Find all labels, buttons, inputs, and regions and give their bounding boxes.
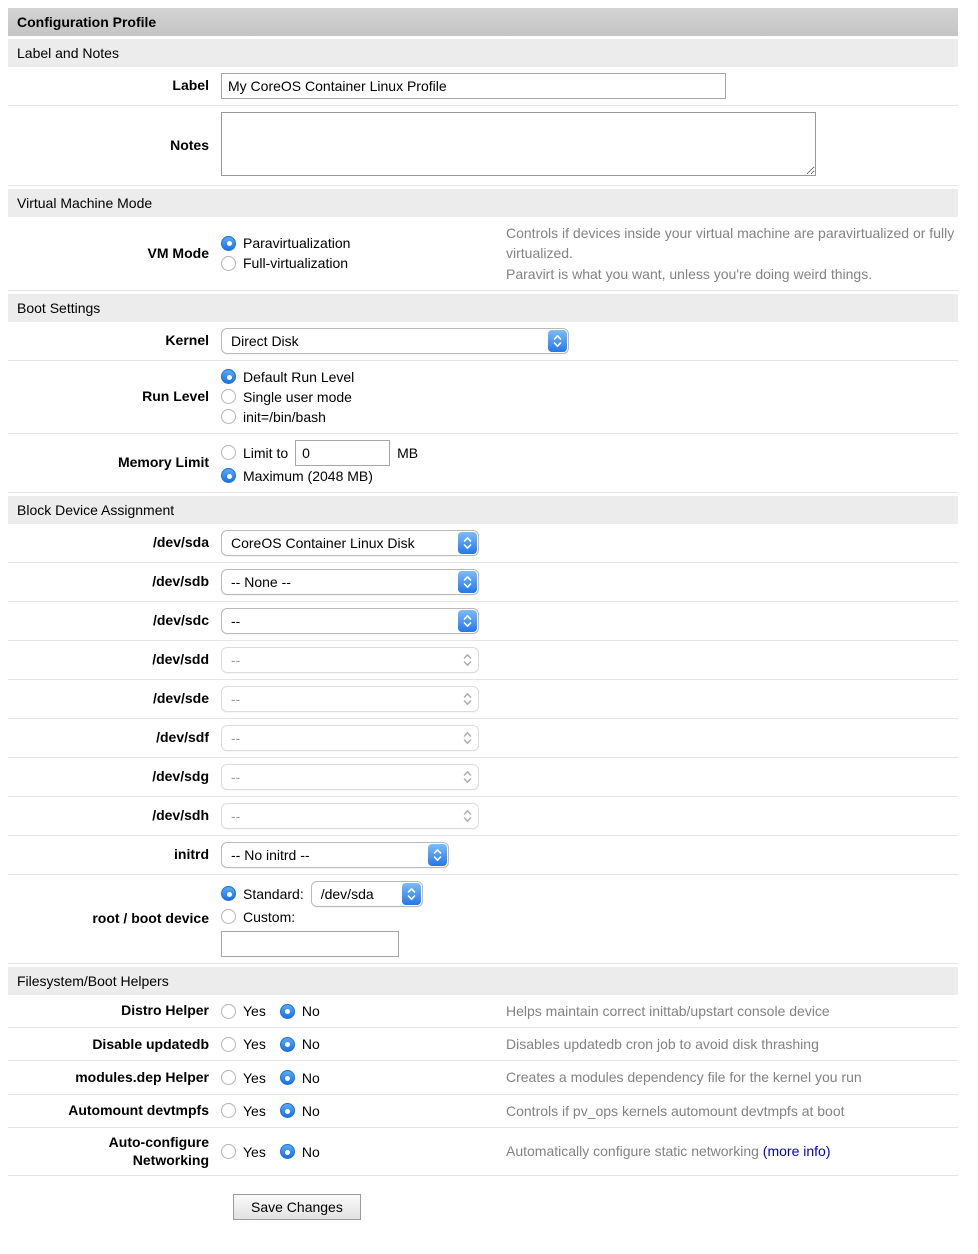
distro-helper-help: Helps maintain correct inittab/upstart console device [506, 1002, 830, 1019]
standard-device-select[interactable] [311, 881, 423, 907]
dev-sdb-row [8, 563, 958, 602]
dev-sdg-select [221, 764, 479, 790]
section-header-helpers: Filesystem/Boot Helpers [8, 967, 958, 995]
select-stepper-icon [458, 610, 477, 632]
notes-row [8, 106, 958, 186]
automount-devtmpfs-no-radio[interactable] [280, 1103, 320, 1119]
radio-unselected-icon [221, 1070, 236, 1085]
dev-sdb-label: /dev/sdb [152, 573, 209, 590]
dev-sdf-label: /dev/sdf [156, 729, 209, 746]
automount-devtmpfs-yes-radio[interactable] [221, 1103, 266, 1119]
dev-sdh-value: -- [231, 807, 241, 824]
radio-standard-boot[interactable] [221, 886, 304, 902]
dev-sdg-row [8, 758, 958, 797]
automount-devtmpfs-help: Controls if pv_ops kernels automount devtmpfs at boot [506, 1102, 845, 1119]
dev-sdb-select[interactable] [221, 569, 479, 595]
initrd-select[interactable] [221, 842, 449, 868]
radio-label: Yes [243, 1102, 266, 1119]
dev-sdh-row [8, 797, 958, 836]
disable-updatedb-yes-radio[interactable] [221, 1036, 266, 1052]
radio-label: Maximum (2048 MB) [243, 467, 373, 484]
radio-selected-icon [280, 1144, 295, 1159]
radio-unselected-icon [221, 909, 236, 924]
dev-sdc-select[interactable] [221, 608, 479, 634]
kernel-label: Kernel [165, 332, 209, 349]
dev-sdf-value: -- [231, 729, 241, 746]
auto-configure-networking-label: Auto-configure Networking [108, 1134, 209, 1168]
select-stepper-icon [458, 805, 477, 827]
vm-mode-help-line-2: Paravirt is what you want, unless you're doing weird things. [506, 265, 873, 282]
dev-sde-label: /dev/sde [152, 690, 209, 707]
dev-sdf-select [221, 725, 479, 751]
label-row [8, 67, 958, 106]
page-title: Configuration Profile [8, 8, 958, 36]
dev-sda-select[interactable] [221, 530, 479, 556]
radio-full-virtualization[interactable] [221, 255, 506, 271]
vm-mode-help-line-1: Controls if devices inside your virtual machine are paravirtualized or fully virtualized. [506, 225, 955, 262]
save-row [8, 1176, 958, 1228]
select-stepper-icon [458, 649, 477, 671]
notes-textarea[interactable] [221, 112, 816, 176]
dev-sdg-value: -- [231, 768, 241, 785]
memory-limit-row [8, 434, 958, 493]
auto-configure-networking-yes-radio[interactable] [221, 1144, 266, 1160]
label-field-label: Label [172, 77, 209, 94]
dev-sdh-label: /dev/sdh [152, 807, 209, 824]
select-stepper-icon [458, 688, 477, 710]
distro-helper-row [8, 995, 958, 1028]
disable-updatedb-row [8, 1028, 958, 1061]
radio-selected-icon [280, 1103, 295, 1118]
dev-sdh-select [221, 803, 479, 829]
dev-sde-row [8, 680, 958, 719]
radio-default-run-level[interactable] [221, 369, 958, 385]
radio-paravirtualization[interactable] [221, 235, 506, 251]
root-boot-device-row [8, 875, 958, 964]
dev-sde-select [221, 686, 479, 712]
memory-unit-label: MB [397, 444, 419, 461]
auto-configure-networking-help: Automatically configure static networking (more info) [506, 1143, 831, 1160]
radio-selected-icon [280, 1037, 295, 1052]
radio-label: Limit to [243, 444, 289, 461]
radio-label: Standard: [243, 885, 304, 902]
radio-selected-icon [221, 236, 236, 251]
radio-label: Single user mode [243, 388, 352, 405]
dev-sda-value: CoreOS Container Linux Disk [231, 534, 415, 551]
section-header-vm-mode: Virtual Machine Mode [8, 189, 958, 217]
radio-selected-icon [221, 468, 236, 483]
radio-label: Custom: [243, 908, 296, 925]
dev-sdb-value: -- None -- [231, 573, 291, 590]
standard-device-value: /dev/sda [320, 885, 374, 902]
distro-helper-no-radio[interactable] [280, 1003, 320, 1019]
dev-sda-label: /dev/sda [152, 534, 209, 551]
initrd-row [8, 836, 958, 875]
dev-sdg-label: /dev/sdg [152, 768, 209, 785]
modules-dep-helper-label: modules.dep Helper [75, 1068, 209, 1085]
modules-dep-yes-radio[interactable] [221, 1070, 266, 1086]
radio-unselected-icon [221, 1103, 236, 1118]
select-stepper-icon [458, 766, 477, 788]
radio-label: Yes [243, 1036, 266, 1053]
select-stepper-icon [548, 330, 567, 352]
disable-updatedb-no-radio[interactable] [280, 1036, 320, 1052]
vm-mode-row [8, 217, 958, 291]
modules-dep-helper-row [8, 1061, 958, 1094]
automount-devtmpfs-row [8, 1095, 958, 1128]
dev-sdc-row [8, 602, 958, 641]
radio-label: No [301, 1003, 320, 1020]
radio-unselected-icon [221, 1004, 236, 1019]
radio-label: Yes [243, 1143, 266, 1160]
dev-sde-value: -- [231, 690, 241, 707]
label-input[interactable] [221, 73, 726, 99]
vm-mode-help [506, 223, 958, 284]
radio-selected-icon [221, 886, 236, 901]
radio-unselected-icon [221, 445, 236, 460]
dev-sdc-label: /dev/sdc [152, 612, 209, 629]
modules-dep-help: Creates a modules dependency file for the kernel you run [506, 1069, 862, 1086]
radio-single-user-mode[interactable] [221, 389, 958, 405]
select-stepper-icon [458, 727, 477, 749]
root-boot-device-label: root / boot device [92, 910, 209, 927]
memory-limit-label: Memory Limit [117, 454, 209, 471]
distro-helper-yes-radio[interactable] [221, 1003, 266, 1019]
automount-devtmpfs-label: Automount devtmpfs [68, 1102, 209, 1119]
vm-mode-label: VM Mode [147, 244, 209, 261]
disable-updatedb-help: Disables updatedb cron job to avoid disk thrashing [506, 1036, 819, 1053]
initrd-label: initrd [174, 846, 209, 863]
initrd-value: -- No initrd -- [231, 846, 310, 863]
radio-maximum-memory[interactable] [221, 468, 958, 484]
radio-unselected-icon [221, 256, 236, 271]
kernel-select-value: Direct Disk [231, 332, 299, 349]
radio-label: Full-virtualization [243, 255, 349, 272]
dev-sdc-value: -- [231, 612, 241, 629]
section-header-block-devices: Block Device Assignment [8, 496, 958, 524]
radio-label: No [301, 1102, 320, 1119]
radio-custom-boot[interactable] [221, 909, 958, 925]
radio-selected-icon [280, 1004, 295, 1019]
dev-sdf-row [8, 719, 958, 758]
dev-sdd-select [221, 647, 479, 673]
radio-unselected-icon [221, 409, 236, 424]
run-level-row [8, 361, 958, 434]
select-stepper-icon [458, 532, 477, 554]
radio-label: Default Run Level [243, 368, 355, 385]
radio-label: No [301, 1036, 320, 1053]
memory-limit-input[interactable] [295, 440, 390, 466]
radio-limit-to[interactable] [221, 445, 288, 461]
radio-label: Yes [243, 1003, 266, 1020]
radio-label: Yes [243, 1069, 266, 1086]
distro-helper-label: Distro Helper [121, 1002, 209, 1019]
section-header-boot-settings: Boot Settings [8, 294, 958, 322]
radio-label: No [301, 1143, 320, 1160]
radio-unselected-icon [221, 1037, 236, 1052]
dev-sdd-label: /dev/sdd [152, 651, 209, 668]
disable-updatedb-label: Disable updatedb [92, 1035, 209, 1052]
save-changes-button[interactable]: Save Changes [233, 1194, 361, 1220]
select-stepper-icon [428, 844, 447, 866]
radio-unselected-icon [221, 1144, 236, 1159]
radio-unselected-icon [221, 389, 236, 404]
radio-label: init=/bin/bash [243, 408, 326, 425]
more-info-link[interactable]: (more info) [762, 1143, 831, 1160]
dev-sda-row [8, 524, 958, 563]
kernel-select[interactable] [221, 328, 569, 354]
section-header-label-and-notes: Label and Notes [8, 39, 958, 67]
dev-sdd-row [8, 641, 958, 680]
radio-label: Paravirtualization [243, 235, 351, 252]
custom-boot-device-input[interactable] [221, 931, 399, 957]
radio-selected-icon [221, 369, 236, 384]
radio-init-bin-bash[interactable] [221, 409, 958, 425]
run-level-label: Run Level [142, 388, 209, 405]
radio-selected-icon [280, 1070, 295, 1085]
select-stepper-icon [458, 571, 477, 593]
auto-configure-networking-row [8, 1128, 958, 1176]
auto-configure-networking-no-radio[interactable] [280, 1144, 320, 1160]
notes-field-label: Notes [170, 136, 209, 153]
kernel-row [8, 322, 958, 361]
radio-label: No [301, 1069, 320, 1086]
select-stepper-icon [402, 883, 421, 905]
modules-dep-no-radio[interactable] [280, 1070, 320, 1086]
dev-sdd-value: -- [231, 651, 241, 668]
